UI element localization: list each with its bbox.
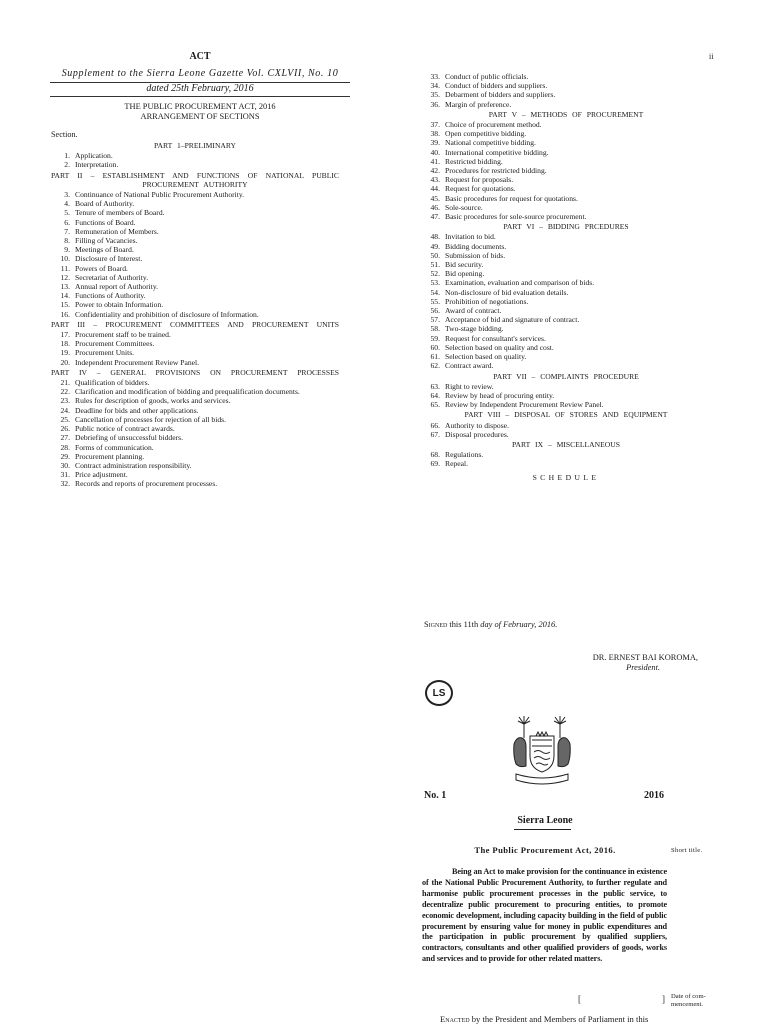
toc-entry-number: 35. <box>430 90 440 100</box>
toc-entry-number: 6. <box>64 217 70 227</box>
toc-entry <box>421 269 711 278</box>
toc-entry-title: Submission of bids. <box>445 250 506 260</box>
toc-entry <box>421 166 711 175</box>
act-title: The Public Procurement Act, 2016. <box>474 845 616 855</box>
toc-entry-title: Tenure of members of Board. <box>75 208 165 218</box>
part-heading-line: PART II – ESTABLISHMENT AND FUNCTIONS OF NATIONAL PUBLIC <box>51 170 339 180</box>
toc-entry-number: 68. <box>430 450 440 460</box>
toc-entry <box>51 291 339 300</box>
toc-entry-title: Review by Independent Procurement Review Panel. <box>445 400 604 410</box>
toc-entry-title: Continuance of National Public Procurement Authority. <box>75 190 245 200</box>
toc-entry <box>51 282 339 291</box>
toc-entry <box>421 288 711 297</box>
toc-entry-number: 58. <box>430 324 440 334</box>
toc-entry-title: Basic procedures for request for quotations. <box>445 193 578 203</box>
toc-entry <box>421 100 711 109</box>
toc-entry-number: 64. <box>430 390 440 400</box>
toc-entry <box>51 300 339 309</box>
toc-entry-title: Procurement Units. <box>75 348 135 358</box>
date-bracket-open: [ <box>578 994 581 1004</box>
toc-entry-title: Regulations. <box>445 450 484 460</box>
toc-entry <box>421 278 711 287</box>
toc-entry-number: 43. <box>430 175 440 185</box>
toc-entry-title: Qualification of bidders. <box>75 378 150 388</box>
document-title-line: THE PUBLIC PROCUREMENT ACT, 2016 <box>124 102 276 111</box>
toc-entry-number: 40. <box>430 147 440 157</box>
toc-entry <box>51 245 339 254</box>
signed-text: this 11th <box>447 620 481 629</box>
toc-entry-number: 9. <box>64 245 70 255</box>
toc-entry-title: Clarification and modification of bidding and prequalification documents. <box>75 387 300 397</box>
divider <box>50 96 350 97</box>
toc-entry <box>421 324 711 333</box>
page-number: ii <box>709 52 714 61</box>
toc-entry-title: Functions of Authority. <box>75 291 146 301</box>
enacting-clause <box>440 1014 648 1024</box>
toc-entry-number: 67. <box>430 429 440 439</box>
toc-entry <box>51 227 339 236</box>
toc-entry-number: 3. <box>64 190 70 200</box>
toc-entry <box>51 310 339 319</box>
toc-entry <box>421 251 711 260</box>
toc-entry-number: 41. <box>430 156 440 166</box>
toc-entry <box>421 361 711 370</box>
toc-entry-title: Disposal procedures. <box>445 429 509 439</box>
signatory-name: DR. ERNEST BAI KOROMA, <box>592 653 698 662</box>
toc-entry <box>51 415 339 424</box>
toc-entry-number: 14. <box>60 291 70 301</box>
toc-entry-title: Right to review. <box>445 381 494 391</box>
ls-seal-icon: LS <box>425 680 453 706</box>
section-label: Section. <box>51 130 78 139</box>
margin-note-line: mencement. <box>671 1001 704 1009</box>
toc-entry-number: 13. <box>60 282 70 292</box>
toc-entry <box>421 382 711 391</box>
toc-entry-number: 32. <box>60 479 70 489</box>
toc-entry-number: 5. <box>64 208 70 218</box>
toc-entry-number: 63. <box>430 381 440 391</box>
toc-entry-title: Review by head of procuring entity. <box>445 390 555 400</box>
toc-entry <box>51 461 339 470</box>
toc-entry-number: 39. <box>430 138 440 148</box>
toc-entry-title: Conduct of bidders and suppliers. <box>445 81 548 91</box>
toc-entry-number: 60. <box>430 342 440 352</box>
toc-entry <box>51 160 339 169</box>
toc-entry-title: Acceptance of bid and signature of contract. <box>445 315 580 325</box>
toc-entry-number: 28. <box>60 442 70 452</box>
toc-entry-title: Invitation to bid. <box>445 232 496 242</box>
toc-entry-title: Selection based on quality. <box>445 352 527 362</box>
toc-entry-title: Request for quotations. <box>445 184 516 194</box>
toc-entry-title: Procurement planning. <box>75 451 145 461</box>
signed-word: Signed <box>424 620 448 629</box>
toc-entry-title: Choice of procurement method. <box>445 120 542 130</box>
toc-entry-number: 16. <box>60 309 70 319</box>
toc-entry <box>51 218 339 227</box>
toc-entry <box>421 120 711 129</box>
toc-entry <box>51 273 339 282</box>
toc-entry <box>421 232 711 241</box>
toc-entry-number: 49. <box>430 241 440 251</box>
toc-entry <box>421 90 711 99</box>
toc-entry <box>421 72 711 81</box>
toc-entry <box>421 391 711 400</box>
toc-entry-title: Price adjustment. <box>75 470 128 480</box>
part-heading: PART III – PROCUREMENT COMMITTEES AND PROCUREMENT UNITS <box>51 319 339 329</box>
toc-entry-number: 11. <box>60 263 70 273</box>
part-heading <box>51 171 339 189</box>
toc-right-column <box>421 72 711 482</box>
toc-entry-number: 53. <box>430 278 440 288</box>
toc-entry-title: Restricted bidding. <box>445 156 503 166</box>
toc-entry-title: Confidentiality and prohibition of disclosure of Information. <box>75 309 259 319</box>
signed-date: day of February, 2016. <box>480 620 558 629</box>
toc-entry-number: 12. <box>60 272 70 282</box>
toc-entry <box>51 470 339 479</box>
toc-entry-title: Deadline for bids and other applications. <box>75 405 199 415</box>
toc-entry <box>421 315 711 324</box>
toc-entry-title: Annual report of Authority. <box>75 282 159 292</box>
toc-entry-number: 65. <box>430 400 440 410</box>
gazette-supplement-line: Supplement to the Sierra Leone Gazette Vol. CXLVII, No. 10 <box>61 68 339 79</box>
toc-entry-number: 62. <box>430 361 440 371</box>
toc-entry-title: Bid security. <box>445 260 484 270</box>
toc-entry-title: Selection based on quality and cost. <box>445 342 554 352</box>
toc-entry-title: Non-disclosure of bid evaluation details. <box>445 287 569 297</box>
toc-entry-number: 56. <box>430 306 440 316</box>
toc-entry-title: Independent Procurement Review Panel. <box>75 357 199 367</box>
toc-entry-title: Remuneration of Members. <box>75 226 159 236</box>
toc-entry-title: Application. <box>75 151 113 161</box>
toc-entry <box>51 339 339 348</box>
toc-entry-number: 24. <box>60 405 70 415</box>
toc-entry-title: Contract award. <box>445 361 494 371</box>
toc-entry-number: 4. <box>64 199 70 209</box>
toc-entry-title: Filling of Vacancies. <box>75 236 138 246</box>
toc-entry-title: Open competitive bidding. <box>445 129 527 139</box>
toc-entry <box>421 421 711 430</box>
toc-entry-number: 45. <box>430 193 440 203</box>
toc-entry <box>421 148 711 157</box>
date-bracket-close: ] <box>662 994 665 1004</box>
enacted-text: by the President and Members of Parliament in this <box>469 1014 649 1024</box>
toc-entry-title: Conduct of public officials. <box>445 72 529 81</box>
toc-entry <box>51 433 339 442</box>
toc-entry-title: Rules for description of goods, works and services. <box>75 396 231 406</box>
toc-entry-title: Sole-source. <box>445 202 483 212</box>
toc-entry-number: 46. <box>430 202 440 212</box>
toc-entry-number: 36. <box>430 99 440 109</box>
toc-entry <box>421 306 711 315</box>
toc-entry-title: Functions of Board. <box>75 217 136 227</box>
act-heading: ACT <box>189 51 211 62</box>
part-heading: PART 1–PRELIMINARY <box>153 141 237 150</box>
toc-entry-number: 33. <box>430 72 440 81</box>
toc-entry-number: 54. <box>430 287 440 297</box>
toc-entry <box>421 343 711 352</box>
toc-entry <box>51 151 339 160</box>
toc-entry <box>421 194 711 203</box>
toc-entry-number: 20. <box>60 357 70 367</box>
toc-entry <box>421 450 711 459</box>
toc-entry-title: Two-stage bidding. <box>445 324 504 334</box>
toc-entry-title: Request for consultant's services. <box>445 333 546 343</box>
toc-entry-number: 29. <box>60 451 70 461</box>
toc-entry-number: 8. <box>64 236 70 246</box>
toc-entry-number: 31. <box>60 470 70 480</box>
document-subtitle-line: ARRANGEMENT OF SECTIONS <box>140 111 260 121</box>
document-title <box>50 102 350 121</box>
toc-entry-number: 25. <box>60 414 70 424</box>
toc-entry-title: National competitive bidding. <box>445 138 536 148</box>
toc-entry <box>421 459 711 468</box>
toc-entry <box>421 81 711 90</box>
toc-entry-title: Secretariat of Authority. <box>75 272 149 282</box>
toc-entry-number: 30. <box>60 460 70 470</box>
divider <box>514 829 571 830</box>
toc-entry <box>51 479 339 488</box>
enacted-word: Enacted <box>440 1014 470 1024</box>
toc-entry-number: 51. <box>430 260 440 270</box>
toc-entry <box>51 208 339 217</box>
toc-entry <box>51 348 339 357</box>
toc-entry-title: Meetings of Board. <box>75 245 134 255</box>
toc-entry <box>51 378 339 387</box>
toc-entry-number: 23. <box>60 396 70 406</box>
toc-entry <box>51 199 339 208</box>
toc-entry-number: 48. <box>430 232 440 242</box>
toc-entry <box>51 424 339 433</box>
toc-entry-title: Margin of preference. <box>445 99 512 109</box>
toc-entry-title: Power to obtain Information. <box>75 300 164 310</box>
toc-entry-title: Disclosure of Interest. <box>75 254 143 264</box>
toc-entry-title: Powers of Board. <box>75 263 128 273</box>
toc-entry-title: Procurement staff to be trained. <box>75 330 171 340</box>
toc-entry-number: 34. <box>430 81 440 91</box>
act-number: No. 1 <box>424 790 447 801</box>
toc-entry-title: Bid opening. <box>445 269 485 279</box>
margin-note-date-of-commencement <box>671 993 731 1010</box>
act-year: 2016 <box>644 790 664 801</box>
toc-entry-number: 17. <box>60 330 70 340</box>
part-heading: PART VIII – DISPOSAL OF STORES AND EQUIPMENT <box>464 410 668 420</box>
toc-entry <box>51 254 339 263</box>
toc-entry-number: 10. <box>60 254 70 264</box>
toc-entry-title: Cancellation of processes for rejection of all bids. <box>75 414 226 424</box>
toc-entry-number: 55. <box>430 296 440 306</box>
toc-entry-title: Award of contract. <box>445 306 502 316</box>
toc-entry-number: 42. <box>430 166 440 176</box>
toc-entry <box>421 297 711 306</box>
toc-entry <box>421 334 711 343</box>
signatory <box>430 653 698 673</box>
toc-entry <box>421 175 711 184</box>
toc-entry <box>51 358 339 367</box>
part-heading: PART IV – GENERAL PROVISIONS ON PROCUREMENT PROCESSES <box>51 367 339 377</box>
toc-entry <box>51 396 339 405</box>
part-heading-line: PROCUREMENT AUTHORITY <box>142 179 248 189</box>
toc-entry <box>421 129 711 138</box>
act-preamble: Being an Act to make provision for the continuance in existence of the National Public Procurement Authority, to further regulate and harmonise public procurement processes in the public service, to decentralize public procurement to procuring entities, to promote economic development, including capacity building in the field of public procurement by ensuring value for money in public expenditures and the participation in public procurement by qualified suppliers, contractors, consultants and other qualified providers of goods, works and services and to provide for other related matters. <box>422 867 667 964</box>
toc-entry-title: Contract administration responsibility. <box>75 460 192 470</box>
toc-entry-title: Request for proposals. <box>445 175 514 185</box>
toc-entry-number: 21. <box>60 378 70 388</box>
toc-entry <box>421 260 711 269</box>
toc-entry-number: 69. <box>430 459 440 469</box>
toc-entry-title: Board of Authority. <box>75 199 135 209</box>
part-heading: PART VII – COMPLAINTS PROCEDURE <box>493 371 639 381</box>
toc-entry-number: 27. <box>60 433 70 443</box>
toc-entry <box>421 157 711 166</box>
toc-entry <box>421 400 711 409</box>
toc-entry-title: Basic procedures for sole-source procurement. <box>445 212 587 222</box>
toc-entry-title: Repeal. <box>445 459 468 469</box>
signed-line <box>424 620 557 629</box>
toc-entry-title: Procedures for restricted bidding. <box>445 166 547 176</box>
toc-entry-title: Public notice of contract awards. <box>75 424 175 434</box>
toc-entry-number: 38. <box>430 129 440 139</box>
toc-entry <box>51 406 339 415</box>
part-heading: PART VI – BIDDING PRCEDURES <box>503 222 629 232</box>
margin-note-line: Date of com- <box>671 993 706 1000</box>
toc-entry-number: 52. <box>430 269 440 279</box>
toc-entry <box>51 190 339 199</box>
toc-entry-number: 18. <box>60 339 70 349</box>
toc-entry <box>51 330 339 339</box>
part-heading: PART V – METHODS OF PROCUREMENT <box>488 109 644 119</box>
toc-entry <box>51 264 339 273</box>
margin-note-short-title: Short title. <box>671 847 703 854</box>
toc-entry <box>421 430 711 439</box>
toc-entry-title: Procurement Committees. <box>75 339 155 349</box>
toc-entry <box>51 387 339 396</box>
toc-entry <box>51 443 339 452</box>
toc-left-column <box>51 140 339 489</box>
toc-entry <box>421 184 711 193</box>
toc-entry-title: Prohibition of negotiations. <box>445 296 529 306</box>
toc-entry-title: Forms of communication. <box>75 442 154 452</box>
schedule-heading: SCHEDULE <box>532 472 600 482</box>
toc-entry-number: 59. <box>430 333 440 343</box>
coat-of-arms-icon <box>510 710 574 786</box>
toc-entry-number: 1. <box>64 151 70 161</box>
toc-entry-title: Debriefing of unsuccessful bidders. <box>75 433 183 443</box>
toc-entry <box>51 452 339 461</box>
toc-entry-title: Authority to dispose. <box>445 420 509 430</box>
toc-entry-title: Interpretation. <box>75 160 119 170</box>
signatory-title: President. <box>626 663 660 672</box>
toc-entry-number: 26. <box>60 424 70 434</box>
toc-entry <box>421 352 711 361</box>
toc-entry-title: Bidding documents. <box>445 241 507 251</box>
toc-entry <box>421 242 711 251</box>
toc-entry-number: 47. <box>430 212 440 222</box>
toc-entry-number: 15. <box>60 300 70 310</box>
part-heading: PART IX – MISCELLANEOUS <box>512 439 620 449</box>
toc-entry-title: International competitive bidding. <box>445 147 549 157</box>
toc-entry-number: 57. <box>430 315 440 325</box>
dated-line: dated 25th February, 2016 <box>146 83 254 94</box>
toc-entry-number: 2. <box>64 160 70 170</box>
toc-entry-number: 44. <box>430 184 440 194</box>
toc-entry-number: 50. <box>430 250 440 260</box>
toc-entry <box>51 236 339 245</box>
toc-entry-title: Debarment of bidders and suppliers. <box>445 90 556 100</box>
toc-entry-number: 22. <box>60 387 70 397</box>
toc-entry-number: 19. <box>60 348 70 358</box>
toc-entry-number: 7. <box>64 226 70 236</box>
toc-entry-number: 37. <box>430 120 440 130</box>
toc-entry <box>421 212 711 221</box>
toc-entry-title: Records and reports of procurement processes. <box>75 479 218 489</box>
toc-entry-number: 61. <box>430 352 440 362</box>
country-name: Sierra Leone <box>517 815 573 826</box>
toc-entry-title: Examination, evaluation and comparison of bids. <box>445 278 595 288</box>
toc-entry-number: 66. <box>430 420 440 430</box>
toc-entry <box>421 203 711 212</box>
toc-entry <box>421 138 711 147</box>
